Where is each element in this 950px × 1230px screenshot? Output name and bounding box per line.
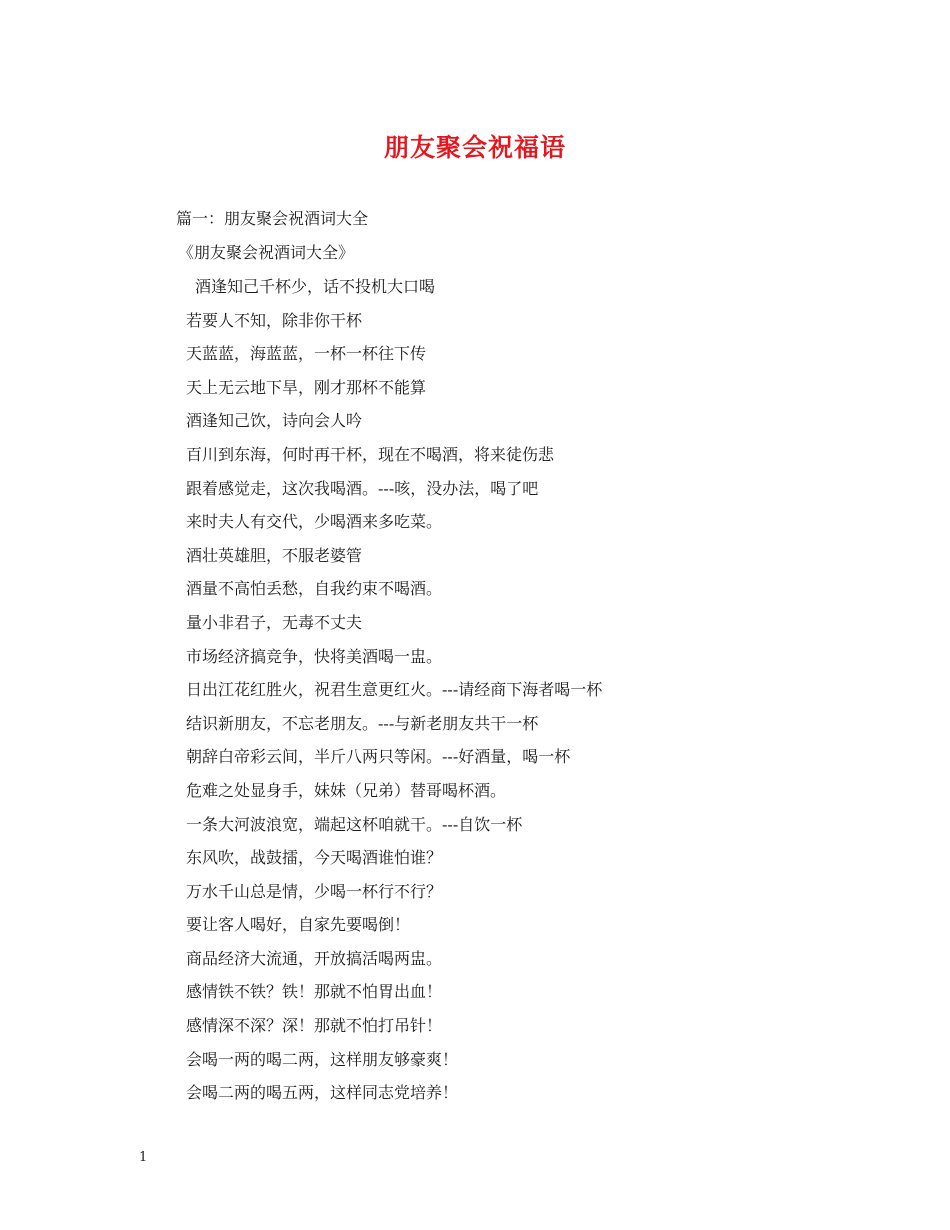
text-line: 酒逢知己饮，诗向会人吟 xyxy=(186,411,363,431)
text-line: 会喝二两的喝五两，这样同志党培养！ xyxy=(186,1083,459,1103)
text-line: 感情深不深？深！那就不怕打吊针！ xyxy=(186,1016,443,1036)
subheading: 《朋友聚会祝酒词大全》 xyxy=(178,243,355,262)
section-heading: 篇一：朋友聚会祝酒词大全 xyxy=(176,209,369,228)
toast-lines-list xyxy=(186,276,602,1116)
text-line: 酒壮英雄胆，不服老婆管 xyxy=(186,545,363,565)
text-line: 万水千山总是情，少喝一杯行不行？ xyxy=(186,881,443,901)
page-number: 1 xyxy=(139,1150,148,1165)
text-line: 跟着感觉走，这次我喝酒。---咳，没办法，喝了吧 xyxy=(186,478,539,498)
text-line: 危难之处显身手，妹妹（兄弟）替哥喝杯酒。 xyxy=(186,780,507,800)
text-line: 天上无云地下旱，刚才那杯不能算 xyxy=(186,377,427,397)
text-line: 市场经济搞竞争，快将美酒喝一盅。 xyxy=(186,646,443,666)
text-line: 结识新朋友，不忘老朋友。---与新老朋友共干一杯 xyxy=(186,713,539,733)
text-line: 天蓝蓝，海蓝蓝，一杯一杯往下传 xyxy=(186,344,427,364)
text-line: 朝辞白帝彩云间，半斤八两只等闲。---好酒量，喝一杯 xyxy=(186,747,571,767)
text-line: 来时夫人有交代，少喝酒来多吃菜。 xyxy=(186,512,443,532)
text-line: 感情铁不铁？铁！那就不怕胃出血！ xyxy=(186,982,443,1002)
document-title: 朋友聚会祝福语 xyxy=(383,133,566,162)
text-line: 日出江花红胜火，祝君生意更红火。---请经商下海者喝一杯 xyxy=(186,680,603,700)
text-line: 商品经济大流通，开放搞活喝两盅。 xyxy=(186,948,443,968)
text-line: 若要人不知，除非你干杯 xyxy=(186,310,363,330)
text-line: 酒量不高怕丢愁，自我约束不喝酒。 xyxy=(186,579,443,599)
text-line: 酒逢知己千杯少，话不投机大口喝 xyxy=(195,277,436,296)
text-line: 量小非君子，无毒不丈夫 xyxy=(186,612,363,632)
text-line: 会喝一两的喝二两，这样朋友够豪爽！ xyxy=(186,1049,459,1069)
text-line: 一条大河波浪宽，端起这杯咱就干。---自饮一杯 xyxy=(186,814,523,834)
text-line: 百川到东海，何时再干杯，现在不喝酒，将来徒伤悲 xyxy=(186,444,555,464)
text-line: 东风吹，战鼓擂，今天喝酒谁怕谁？ xyxy=(186,848,443,868)
text-line: 要让客人喝好，自家先要喝倒！ xyxy=(186,915,411,935)
